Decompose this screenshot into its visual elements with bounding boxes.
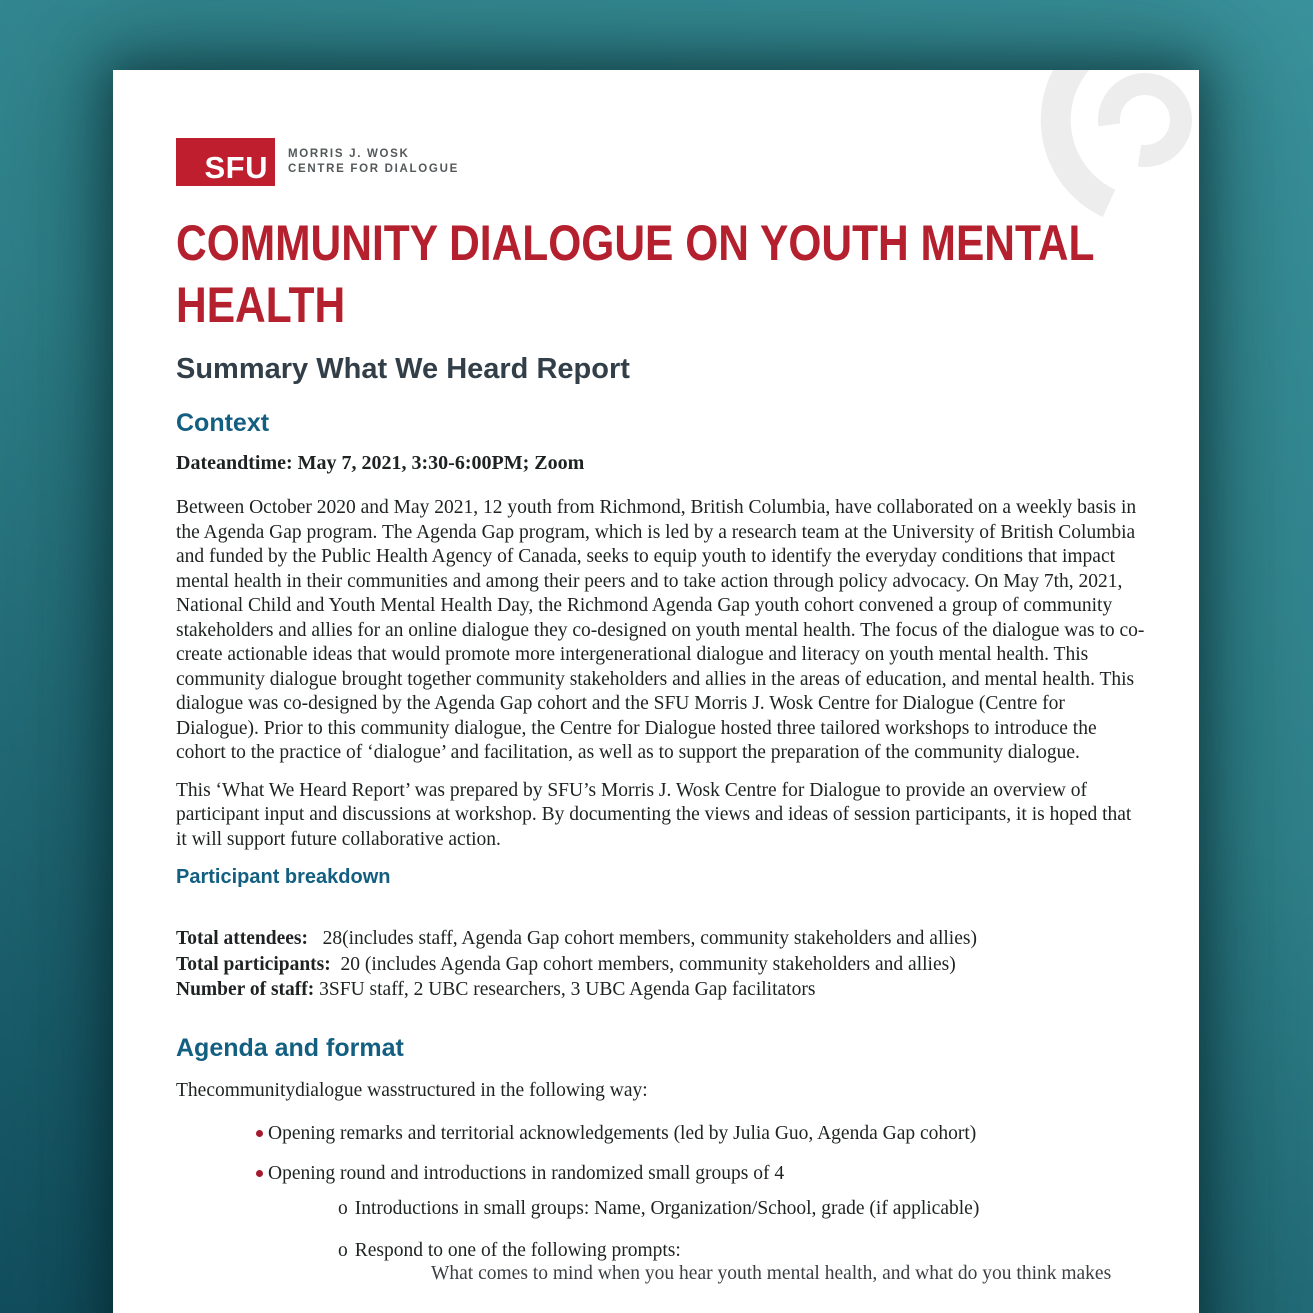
bullet-text: Opening round and introductions in randomized small groups of 4 bbox=[268, 1162, 785, 1184]
subsection-heading-participant-breakdown: Participant breakdown bbox=[176, 866, 391, 888]
breakdown-value: 3SFU staff, 2 UBC researchers, 3 UBC Agenda Gap facilitators bbox=[314, 979, 816, 1000]
agenda-bullet-opening-round bbox=[176, 1161, 1147, 1186]
subbullet-text: Introductions in small groups: Name, Organization/School, grade (if applicable) bbox=[354, 1197, 980, 1219]
breakdown-row-participants bbox=[176, 952, 1147, 978]
sfu-logo-icon bbox=[176, 138, 275, 186]
breakdown-label: Total attendees: bbox=[176, 928, 308, 949]
o-bullet-marker: o bbox=[338, 1197, 348, 1219]
context-paragraph-2: This ‘What We Heard Report’ was prepared by SFU’s Morris J. Wosk Centre for Dialogue to provide an overview of participant input and discussions at workshop. By documenting the views and ideas of session participants, it is hoped that it will support future collaborative action. bbox=[176, 779, 1132, 850]
date-and-time-line: Dateandtime: May 7, 2021, 3:30-6:00PM; Zoom bbox=[176, 452, 585, 474]
sfu-logo-acronym: SFU bbox=[204, 150, 268, 185]
breakdown-row-attendees bbox=[176, 926, 1147, 952]
agenda-subbullet-respond bbox=[176, 1238, 1147, 1263]
bullet-dot-icon bbox=[256, 1130, 263, 1137]
logo-wordmark bbox=[288, 147, 459, 177]
sfu-logo bbox=[176, 138, 1147, 186]
page-content bbox=[113, 70, 1199, 1286]
report-page bbox=[113, 70, 1199, 1313]
section-heading-agenda-and-format: Agenda and format bbox=[176, 1033, 404, 1062]
document-title: COMMUNITY DIALOGUE ON YOUTH MENTAL HEALTH bbox=[176, 215, 1094, 333]
participant-breakdown-list bbox=[176, 926, 1147, 1003]
document-subtitle: Summary What We Heard Report bbox=[176, 353, 630, 385]
agenda-intro-line: Thecommunitydialogue wasstructured in the following way: bbox=[176, 1079, 648, 1101]
subbullet-text: Respond to one of the following prompts: bbox=[354, 1239, 681, 1261]
agenda-subbullet-introductions bbox=[176, 1196, 1147, 1221]
bullet-text: Opening remarks and territorial acknowledgements (led by Julia Guo, Agenda Gap cohort) bbox=[268, 1122, 977, 1144]
logo-wordmark-line1: MORRIS J. WOSK bbox=[288, 148, 410, 160]
agenda-bullet-opening-remarks bbox=[176, 1121, 1147, 1146]
breakdown-value: 28(includes staff, Agenda Gap cohort members, community stakeholders and allies) bbox=[307, 928, 977, 949]
breakdown-label: Total participants: bbox=[176, 953, 331, 975]
bullet-dot-icon bbox=[256, 1170, 263, 1177]
breakdown-row-staff bbox=[176, 977, 1147, 1003]
logo-wordmark-line2: CENTRE FOR DIALOGUE bbox=[288, 163, 459, 175]
section-heading-context: Context bbox=[176, 409, 270, 437]
context-paragraph-1: Between October 2020 and May 2021, 12 youth from Richmond, British Columbia, have collaborated on a weekly basis in the Agenda Gap program. The Agenda Gap program, which is led by a research team at the University of British Columbia and funded by the Public Health Agency of Canada, seeks to equip youth to identify the everyday conditions that impact mental health in their communities and among their peers and to take action through policy advocacy. On May 7th, 2021, National Child and Youth Mental Health Day, the Richmond Agenda Gap youth cohort convened a group of community stakeholders and allies for an online dialogue they co-designed on youth mental health. The focus of the dialogue was to co-create actionable ideas that would promote more intergenerational dialogue and literacy on youth mental health. This community dialogue brought together community stakeholders and allies in the areas of education, and mental health. This dialogue was co-designed by the Agenda Gap cohort and the SFU Morris J. Wosk Centre for Dialogue (Centre for Dialogue). Prior to this community dialogue, the Centre for Dialogue hosted three tailored workshops to introduce the cohort to the practice of ‘dialogue’ and facilitation, as well as to support the preparation of the community dialogue. bbox=[176, 497, 1145, 763]
breakdown-value: 20 (includes Agenda Gap cohort members, community stakeholders and allies) bbox=[330, 953, 956, 975]
breakdown-label: Number of staff: bbox=[176, 979, 315, 1000]
o-bullet-marker: o bbox=[338, 1239, 348, 1261]
clipped-prompt-line: What comes to mind when you hear youth mental health, and what do you think makes bbox=[431, 1262, 1112, 1284]
